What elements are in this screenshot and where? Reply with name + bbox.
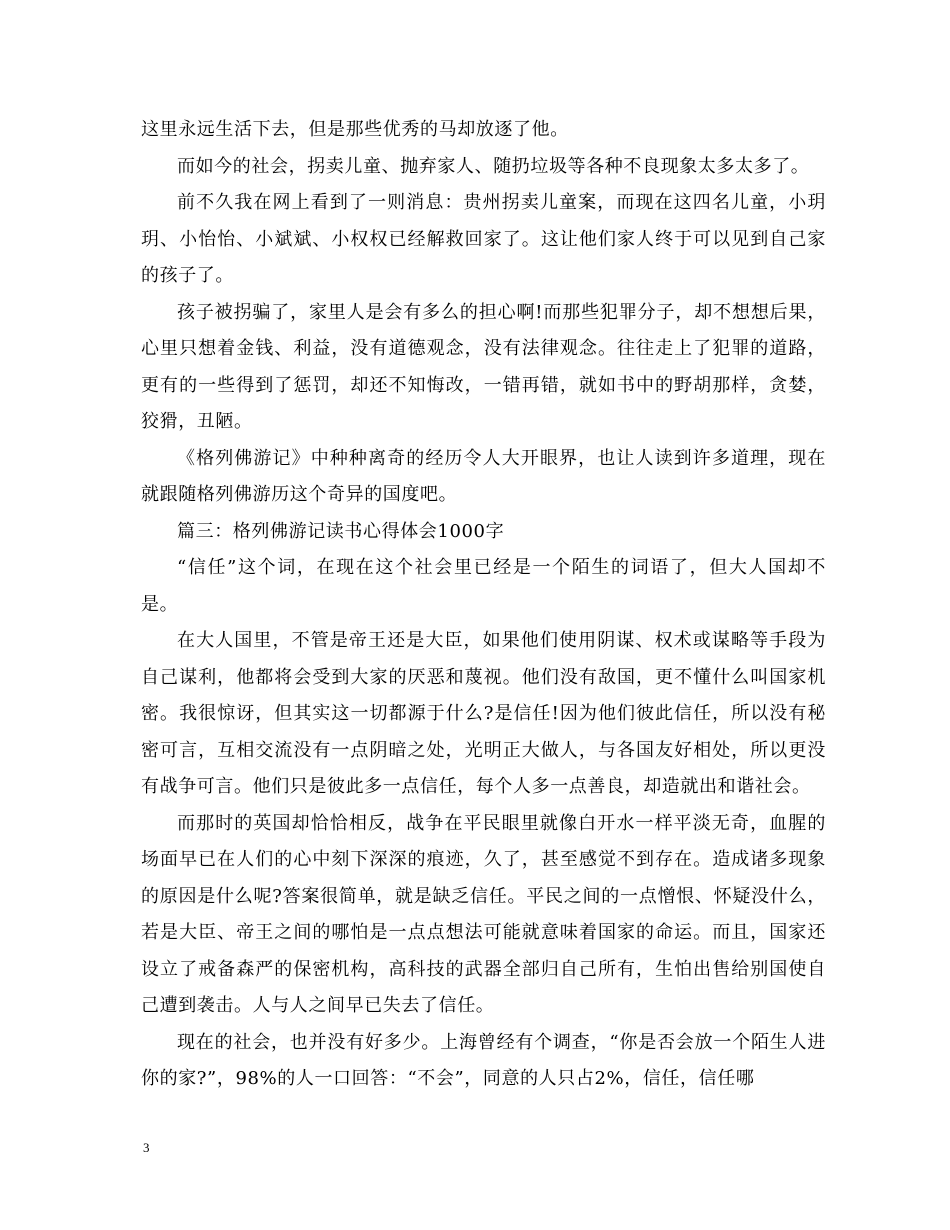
document-body bbox=[141, 112, 826, 1098]
paragraph: 孩子被拐骗了，家里人是会有多么的担心啊!而那些犯罪分子，却不想想后果，心里只想着金钱、利益，没有道德观念，没有法律观念。往往走上了犯罪的道路，更有的一些得到了惩罚，却还不知悔改，一错再错，就如书中的野胡那样，贪婪，狡猾，丑陋。 bbox=[141, 301, 826, 432]
paragraph: 而如今的社会，拐卖儿童、抛弃家人、随扔垃圾等各种不良现象太多太多了。 bbox=[177, 155, 810, 177]
page-number: 3 bbox=[143, 1140, 150, 1155]
paragraph: 这里永远生活下去，但是那些优秀的马却放逐了他。 bbox=[141, 119, 569, 140]
section-heading: 篇三：格列佛游记读书心得体会1000字 bbox=[177, 520, 505, 542]
paragraph: 而那时的英国却恰恰相反，战争在平民眼里就像白开水一样平淡无奇，血腥的场面早已在人们的心中刻下深深的痕迹，久了，甚至感觉不到存在。造成诸多现象的原因是什么呢?答案很简单，就是缺乏信任。平民之间的一点憎恨、怀疑没什么，若是大臣、帝王之间的哪怕是一点点想法可能就意味着国家的命运。而且，国家还设立了戒备森严的保密机构，高科技的武器全部归自己所有，生怕出售给别国使自己遭到袭击。人与人之间早已失去了信任。 bbox=[141, 812, 826, 1016]
paragraph: 在大人国里，不管是帝王还是大臣，如果他们使用阴谋、权术或谋略等手段为自己谋利，他都将会受到大家的厌恶和蔑视。他们没有敌国，更不懂什么叫国家机密。我很惊讶，但其实这一切都源于什么?是信任!因为他们彼此信任，所以没有秘密可言，互相交流没有一点阴暗之处，光明正大做人，与各国友好相处，所以更没有战争可言。他们只是彼此多一点信任，每个人多一点善良，却造就出和谐社会。 bbox=[141, 630, 826, 797]
paragraph: 《格列佛游记》中种种离奇的经历令人大开眼界，也让人读到许多道理，现在就跟随格列佛游历这个奇异的国度吧。 bbox=[141, 447, 826, 505]
paragraph: 现在的社会，也并没有好多少。上海曾经有个调查，“你是否会放一个陌生人进你的家?”，98%的人一口回答：“不会”，同意的人只占2%，信任，信任哪 bbox=[141, 1031, 826, 1089]
paragraph: “信任”这个词，在现在这个社会里已经是一个陌生的词语了，但大人国却不是。 bbox=[141, 557, 826, 615]
paragraph: 前不久我在网上看到了一则消息：贵州拐卖儿童案，而现在这四名儿童，小玥玥、小怡怡、小斌斌、小权权已经解救回家了。这让他们家人终于可以见到自己家的孩子了。 bbox=[141, 192, 826, 286]
